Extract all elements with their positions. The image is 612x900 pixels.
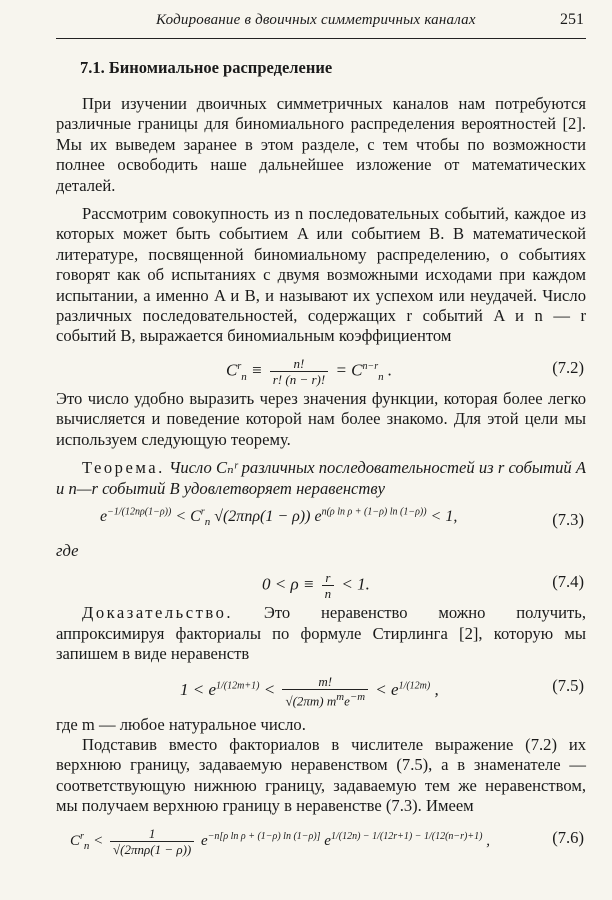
paragraph-transition: Это число удобно выразить через значения функции, которая более легко вычисляется и поведение которой нам более знакомо. Для этой цели мы используем следующую теорему. xyxy=(56,388,586,449)
running-title: Кодирование в двоичных симметричных каналах xyxy=(156,12,476,28)
equation-number: (7.5) xyxy=(552,675,584,695)
paragraph-m-definition: где m — любое натуральное число. xyxy=(56,714,306,734)
proof-paragraph xyxy=(56,603,586,664)
paragraph-substitution: Подставив вместо факториалов в числителе выражение (7.2) их верхнюю границу, задаваемую неравенством (7.5), а в знаменателе — соответствующую нижнюю границу, задаваемую тем же неравенством, мы получаем верхнюю границу в неравенстве (7.3). Имеем xyxy=(56,734,586,816)
equation-7-6: $C^r_n$ < $\frac{1}{\text{√(2πnρ(1 − ρ))}}$ $e^{-n[\rho ln \rho + (1-\rho) ln (1-\rho)]}$ $e^{1/(12n) - 1/(12r+1) - 1/(12(n-r)+1)}$ , (7.6) xyxy=(70,825,584,857)
page-content xyxy=(56,58,586,867)
word-gde: где xyxy=(56,540,79,560)
equation-number: (7.2) xyxy=(552,357,584,377)
theorem-label: Теорема. xyxy=(82,458,165,478)
theorem-text: Число Cₙʳ различных последовательностей из r событий A и n—r событий B удовлетворяет неравенству xyxy=(56,458,586,498)
theorem-statement xyxy=(56,458,586,499)
proof-text: Это неравенство можно получить, аппроксимируя факториалы по формуле Стирлинга [2], которую мы запишем в виде неравенств xyxy=(56,603,586,664)
equation-7-5: $1 < e^{1/(12m+1)}$ < $\frac{m!}{√(2\pi m) m^me^{-m}}$ < $e^{1/(12m)}$ , (7.5) xyxy=(180,673,584,708)
page-header xyxy=(56,8,586,39)
paragraph-events: Рассмотрим совокупность из n последовательных событий, каждое из которых может быть событием A или событием B. В математической литературе, посвященной биномиальному распределению, о событиях говорят как об испытаниях с двумя возможными исходами при каждом испытании, а именно A и B, и называют их успехом или неудачей. Число различных последовательностей, содержащих r событий A и n — r событий B, выражается биномиальным коэффициентом xyxy=(56,204,586,346)
equation-7-3: $e^{-1/(12n\rho(1-\rho))} < C^r_n$ √(2πnρ(1 − ρ)) $e^{n(\rho ln \rho + (1-\rho) ln (1-\rho))} < 1$, (7.3) xyxy=(100,506,584,529)
equation-number: (7.6) xyxy=(552,827,584,847)
equation-7-2: $C^r_n$ ≡ $\frac{n!}{r! (n - r)!}$ = $C^{n-r}_n$ . (7.2) xyxy=(226,355,584,387)
page-number: 251 xyxy=(560,11,584,28)
proof-label: Доказательство. xyxy=(82,603,234,623)
equation-number: (7.4) xyxy=(552,572,584,592)
equation-7-4: 0 < ρ ≡ $\frac{r}{n}$ < 1. (7.4) xyxy=(262,570,584,602)
section-title: 7.1. Биномиальное распределение xyxy=(80,58,333,77)
equation-number: (7.3) xyxy=(552,509,584,529)
paragraph-intro: При изучении двоичных симметричных каналов нам потребуются различные границы для биномиального распределения вероятностей [2]. Мы их выведем заранее в этом разделе, с тем чтобы по возможности полнее освободить наше дальнейшее изложение от математических деталей. xyxy=(56,94,586,195)
